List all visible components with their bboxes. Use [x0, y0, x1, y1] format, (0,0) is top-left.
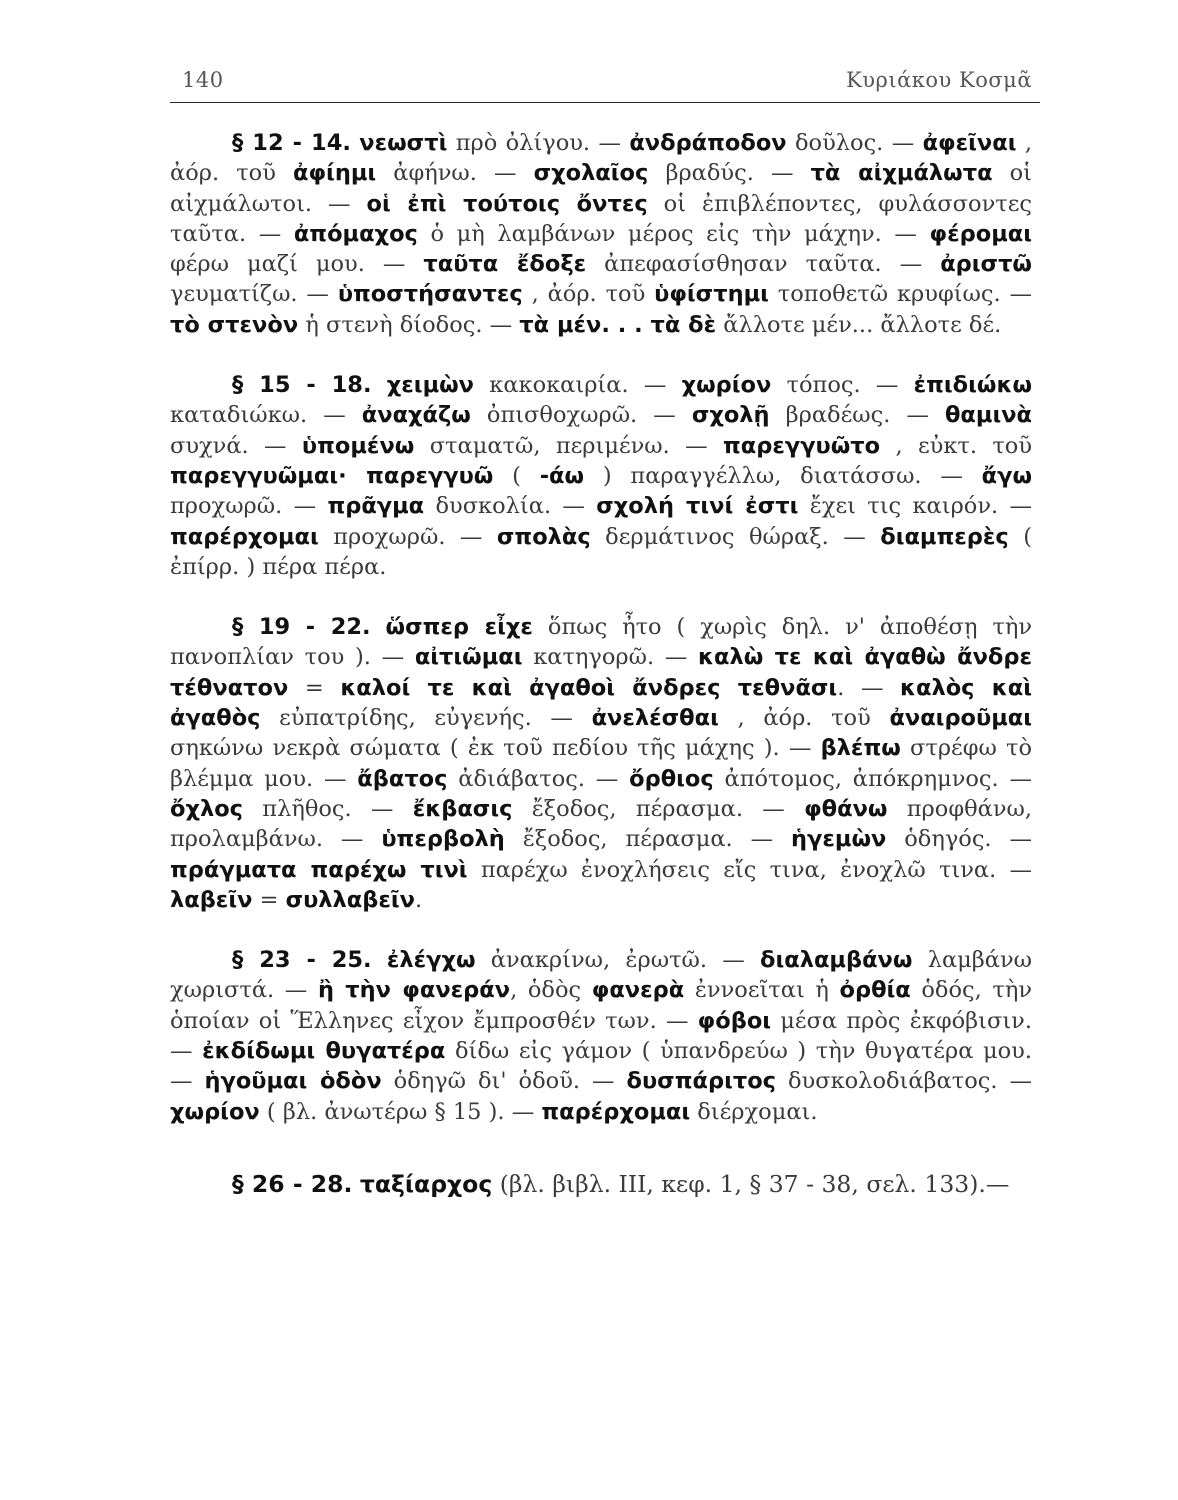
gloss-text [371, 614, 386, 640]
lemma-term: διαλαμβάνω [760, 947, 913, 974]
lemma-term: ταξίαρχος [359, 1169, 493, 1198]
lemma-term: θαμινὰ [944, 402, 1032, 429]
section-number: § 23 - 25. [232, 947, 372, 974]
glossary-text [170, 128, 1032, 1199]
lemma-term: τὰ μέν. . . τὰ δὲ [519, 311, 717, 338]
lemma-term: οἱ ἐπὶ τούτοις ὄντες [366, 190, 648, 217]
page-number: 140 [182, 68, 224, 92]
gloss-text: ἐννοεῖται ἡ [684, 977, 840, 1004]
gloss-text: (βλ. βιβλ. III, κεφ. 1, § 37 - 38, σελ. 133).— [492, 1169, 1010, 1198]
gloss-text: πρὸ ὀλίγου. — [447, 130, 630, 156]
lemma-term: συλλαβεῖν [285, 886, 415, 913]
lemma-term: δυσπάριτος [626, 1068, 776, 1095]
gloss-text: ἀπεφασίσθησαν ταῦτα. — [586, 251, 941, 278]
lemma-term: ὀρθία [839, 977, 911, 1004]
gloss-text: τοποθετῶ κρυφίως. — [768, 281, 1032, 308]
gloss-text: ( ἐπίρρ. ) πέρα πέρα. [170, 523, 1032, 580]
gloss-text: ὁ μὴ λαμβάνων μέρος εἰς τὴν μάχην. — [417, 220, 930, 247]
lemma-term: παρέρχομαι [541, 1098, 691, 1125]
gloss-text: σταματῶ, περιμένω. — [414, 432, 723, 459]
glossary-paragraph-19-22 [170, 612, 1032, 915]
section-number: § 15 - 18. [232, 372, 372, 399]
gloss-text: δερμάτινος θώραξ. — [590, 523, 881, 550]
gloss-text: παρέχω ἐνοχλήσεις εἴς τινα, ἐνοχλῶ τινα. — [467, 856, 1032, 883]
gloss-text: κατηγορῶ. — [522, 644, 699, 671]
gloss-text: βραδύς. — [648, 160, 811, 187]
glossary-paragraph-26-28 [170, 1169, 1032, 1199]
gloss-text: = [252, 886, 286, 913]
gloss-text: προφθάνω, προλαμβάνω. — [170, 795, 1032, 853]
lemma-term: χωρίον [681, 372, 772, 399]
gloss-text: ἀπότομος, ἀπόκρημνος. — [713, 765, 1032, 792]
gloss-text: φέρω μαζί μου. — [170, 251, 424, 278]
gloss-text: προχωρῶ. — [170, 493, 328, 520]
lemma-term: ὄχλος [170, 795, 244, 822]
gloss-text: ὀπισθοχωρῶ. — [470, 402, 692, 429]
gloss-text: βραδέως. — [769, 402, 945, 429]
lemma-term: σπολὰς [496, 523, 591, 550]
lemma-term: σχολῇ [691, 402, 770, 429]
gloss-text: συχνά. — [170, 432, 302, 459]
gloss-text: ἀνακρίνω, ἐρωτῶ. — [475, 947, 761, 974]
lemma-term: φέρομαι [929, 220, 1033, 247]
lemma-term: παρεγγυῶτο [723, 432, 881, 459]
gloss-text: οἱ αἰχμάλωτοι. — [170, 160, 1032, 217]
lemma-term: χωρίον [170, 1098, 260, 1125]
lemma-term: ἢ τὴν φανεράν [317, 977, 511, 1004]
lemma-term: τὰ αἰχμάλωτα [810, 160, 993, 187]
running-head [170, 62, 1040, 103]
running-title: Κυριάκου Κοσμᾶ [846, 68, 1032, 92]
lemma-term: αἰτιῶμαι [414, 644, 523, 671]
gloss-text: προχωρῶ. — [318, 523, 497, 550]
gloss-text: κακοκαιρία. — [474, 372, 682, 399]
gloss-text: , ἀόρ. τοῦ [170, 130, 1033, 187]
section-number: § 26 - 28. [232, 1169, 353, 1198]
lemma-term: ὑποστήσαντες [337, 281, 523, 308]
lemma-term: ἀφεῖναι [922, 130, 1017, 156]
lemma-term: καλὼ τε καὶ ἀγαθὼ ἄνδρε τέθνατον [170, 644, 1032, 701]
lemma-term: ἡγοῦμαι ὁδὸν [204, 1068, 382, 1095]
gloss-text: ὁδηγῶ δι' ὁδοῦ. — [381, 1068, 627, 1095]
lemma-term: ἡγεμὼν [791, 826, 887, 853]
lemma-term: πράγματα παρέχω τινὶ [170, 856, 468, 883]
gloss-text: δοῦλος. — [786, 130, 923, 156]
gloss-text: ἔξοδος, πέρασμα. — [504, 826, 792, 853]
lemma-term: ὑπερβολὴ [381, 826, 505, 853]
gloss-text: ἔχει τις καιρόν. — [798, 493, 1033, 520]
gloss-text: ὁδηγός. — [886, 826, 1032, 853]
lemma-term: καλὸς καὶ ἀγαθὸς [170, 674, 1032, 732]
lemma-term: -άω [539, 462, 585, 489]
glossary-paragraph-23-25 [170, 945, 1032, 1127]
lemma-term: ἀναιροῦμαι [889, 705, 1032, 732]
lemma-term: ἀριστῶ [940, 251, 1032, 278]
lemma-term: σχολή τινί ἐστι [596, 493, 799, 520]
gloss-text: εὐπατρίδης, εὐγενής. — [260, 705, 592, 732]
gloss-text: . [414, 886, 423, 913]
lemma-term: φθάνω [804, 795, 888, 822]
lemma-term: ἀνδράποδον [629, 130, 787, 156]
gloss-text: γευματίζω. — [170, 281, 338, 308]
gloss-text: ὁδός, τὴν ὁποίαν οἱ Ἕλληνες εἶχον ἔμπροσθέν των. — [170, 977, 1032, 1034]
gloss-text: ἀφήνω. — [376, 160, 534, 187]
gloss-text: ἡ στενὴ δίοδος. — [298, 311, 520, 338]
gloss-text: διέρχομαι. [690, 1098, 818, 1125]
lemma-term: ὑφίστημι [654, 281, 769, 308]
lemma-term: νεωστὶ [359, 130, 448, 156]
lemma-term: ὥσπερ εἶχε [385, 614, 533, 641]
lemma-term: ἐλέγχω [386, 947, 476, 974]
gloss-text [352, 1170, 359, 1198]
lemma-term: καλοί τε καὶ ἀγαθοὶ ἄνδρες τεθνᾶσι [340, 674, 838, 701]
gloss-text: καταδιώκω. — [170, 402, 362, 429]
gloss-text: , εὐκτ. τοῦ [880, 432, 1033, 459]
lemma-term: χειμὼν [386, 372, 475, 399]
lemma-term: τὸ στενὸν [170, 311, 299, 338]
glossary-paragraph-15-18 [170, 370, 1032, 582]
gloss-text: μέσα πρὸς ἐκφόβισιν. — [170, 1007, 1032, 1065]
lemma-term: ἐκδίδωμι θυγατέρα [202, 1038, 446, 1065]
gloss-text [372, 372, 387, 398]
gloss-text: δίδω εἰς γάμον ( ὑπανδρεύω ) τὴν θυγατέρα μου. — [170, 1038, 1032, 1095]
gloss-text: ἄλλοτε μέν... ἄλλοτε δέ. [716, 311, 1002, 338]
gloss-text: ἔξοδος, πέρασμα. — [512, 795, 805, 822]
gloss-text: . — [837, 674, 901, 701]
lemma-term: λαβεῖν [170, 886, 253, 913]
lemma-term: ἄβατος [357, 765, 448, 792]
gloss-text: λαμβάνω χωριστά. — [170, 947, 1033, 1004]
lemma-term: ἀνελέσθαι [591, 705, 719, 732]
lemma-term: πρᾶγμα [327, 493, 425, 520]
lemma-term: ὑπομένω [301, 432, 415, 459]
gloss-text: , ὁδὸς [510, 977, 592, 1004]
lemma-term: ἀπόμαχος [293, 220, 418, 247]
gloss-text: στρέφω τὸ βλέμμα μου. — [170, 735, 1032, 792]
section-number: § 12 - 14. [232, 130, 351, 156]
lemma-term: ἀφίημι [293, 160, 377, 187]
gloss-text: ἀδιάβατος. — [447, 765, 630, 792]
gloss-text: = [288, 674, 341, 701]
lemma-term: ἐπιδιώκω [913, 372, 1033, 399]
gloss-text: δυσκολοδιάβατος. — [776, 1068, 1032, 1095]
lemma-term: φανερὰ [591, 977, 685, 1004]
lemma-term: βλέπω [820, 735, 901, 762]
lemma-term: ἔκβασις [412, 795, 513, 822]
lemma-term: ταῦτα ἔδοξε [423, 251, 587, 278]
gloss-text: ( βλ. ἀνωτέρω § 15 ). — [259, 1098, 542, 1125]
gloss-text: ( [493, 462, 540, 489]
gloss-text: πλῆθος. — [243, 795, 413, 822]
gloss-text: δυσκολία. — [424, 493, 597, 520]
lemma-term: σχολαῖος [533, 160, 649, 187]
lemma-term: παρέρχομαι [170, 523, 319, 550]
gloss-text: , ἀόρ. τοῦ [522, 281, 655, 308]
gloss-text: , ἀόρ. τοῦ [718, 705, 890, 732]
gloss-text: οἱ ἐπιβλέποντες, φυλάσσοντες ταῦτα. — [170, 190, 1032, 247]
section-number: § 19 - 22. [232, 614, 371, 641]
lemma-term: ἄγω [981, 462, 1032, 489]
gloss-text: ) παραγγέλλω, διατάσσω. — [584, 462, 982, 489]
lemma-term: ἀναχάζω [361, 402, 471, 429]
glossary-paragraph-12-14 [170, 128, 1032, 340]
gloss-text: σηκώνω νεκρὰ σώματα ( ἐκ τοῦ πεδίου τῆς μάχης ). — [170, 735, 821, 762]
gloss-text [372, 947, 387, 973]
gloss-text: ὅπως ἦτο ( χωρὶς δηλ. ν' ἀποθέσῃ τὴν πανοπλίαν του ). — [170, 614, 1033, 671]
lemma-term: ὄρθιος [629, 765, 714, 792]
lemma-term: διαμπερὲς [880, 523, 1009, 550]
lemma-term: φόβοι [697, 1007, 772, 1034]
gloss-text: τόπος. — [771, 372, 914, 399]
lemma-term: παρεγγυῶμαι· παρεγγυῶ [170, 462, 494, 489]
